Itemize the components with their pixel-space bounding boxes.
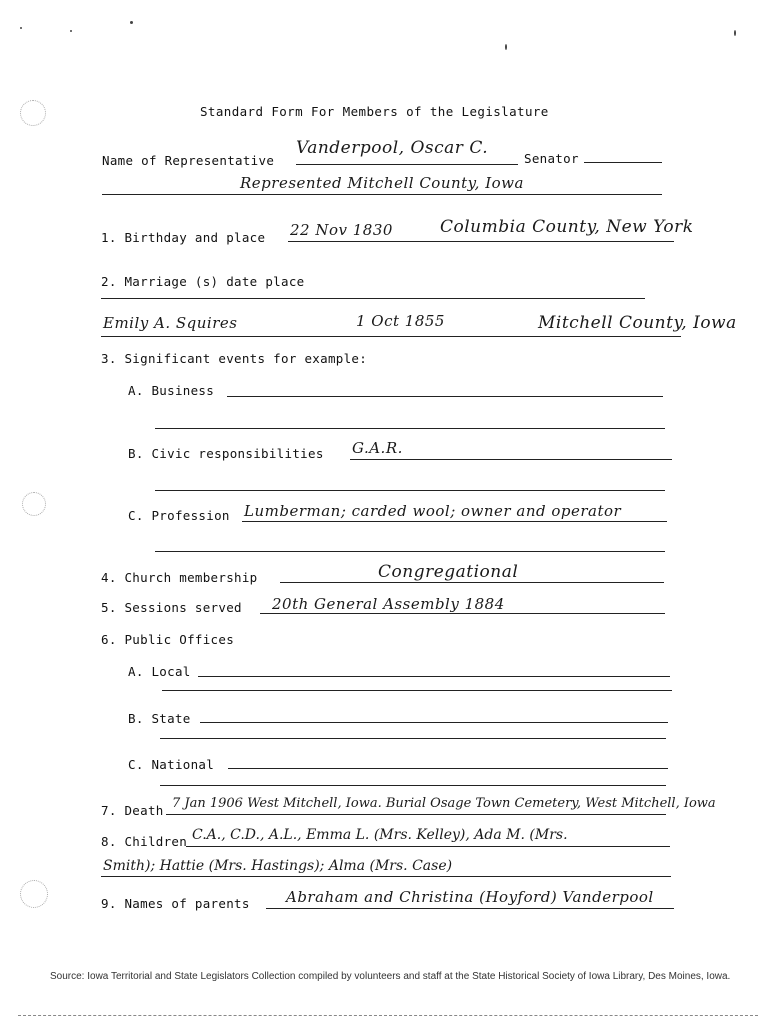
marriage-spouse-value[interactable]: Emily A. Squires bbox=[103, 314, 238, 332]
marriage-date-value[interactable]: 1 Oct 1855 bbox=[356, 312, 445, 330]
sessions-underline bbox=[260, 613, 665, 614]
profession-value[interactable]: Lumberman; carded wool; owner and operator bbox=[244, 502, 622, 520]
parents-underline bbox=[266, 908, 674, 909]
civic-label: B. Civic responsibilities bbox=[128, 446, 324, 461]
business-label: A. Business bbox=[128, 383, 215, 398]
children-underline bbox=[186, 846, 670, 847]
scan-speck bbox=[505, 44, 507, 50]
form-title: Standard Form For Members of the Legislature bbox=[200, 104, 549, 119]
death-underline bbox=[166, 814, 666, 815]
punch-hole bbox=[20, 880, 48, 908]
scan-speck bbox=[130, 21, 133, 24]
local-underline-2 bbox=[162, 690, 672, 691]
state-label: B. State bbox=[128, 711, 191, 726]
children-underline-2 bbox=[101, 876, 671, 877]
birthday-place-value[interactable]: Columbia County, New York bbox=[440, 217, 694, 237]
church-value[interactable]: Congregational bbox=[378, 562, 519, 582]
birthday-date-value[interactable]: 22 Nov 1830 bbox=[290, 221, 393, 239]
national-label: C. National bbox=[128, 757, 215, 772]
name-line2-value[interactable]: Represented Mitchell County, Iowa bbox=[240, 174, 524, 192]
events-label: 3. Significant events for example: bbox=[101, 351, 368, 366]
marriage-place-value[interactable]: Mitchell County, Iowa bbox=[538, 313, 737, 333]
death-value[interactable]: 7 Jan 1906 West Mitchell, Iowa. Burial Osage Town Cemetery, West Mitchell, Iowa bbox=[172, 796, 716, 811]
birthday-underline bbox=[288, 241, 674, 242]
death-label: 7. Death bbox=[101, 803, 164, 818]
scan-speck bbox=[70, 30, 72, 32]
profession-underline bbox=[242, 521, 667, 522]
sessions-value[interactable]: 20th General Assembly 1884 bbox=[272, 595, 505, 613]
scan-edge-line bbox=[18, 1015, 758, 1016]
scan-speck bbox=[734, 30, 736, 36]
church-label: 4. Church membership bbox=[101, 570, 258, 585]
name-label: Name of Representative bbox=[102, 153, 275, 168]
marriage-label: 2. Marriage (s) date place bbox=[101, 274, 305, 289]
national-underline bbox=[228, 768, 668, 769]
civic-underline bbox=[350, 459, 672, 460]
civic-value[interactable]: G.A.R. bbox=[352, 439, 403, 457]
children-value-line2[interactable]: Smith); Hattie (Mrs. Hastings); Alma (Mrs. Case) bbox=[103, 858, 453, 874]
children-label: 8. Children bbox=[101, 834, 188, 849]
business-underline-2 bbox=[155, 428, 665, 429]
marriage-top-line bbox=[101, 298, 645, 299]
birthday-label: 1. Birthday and place bbox=[101, 230, 266, 245]
state-underline-2 bbox=[160, 738, 666, 739]
church-underline bbox=[280, 582, 664, 583]
national-underline-2 bbox=[160, 785, 666, 786]
local-label: A. Local bbox=[128, 664, 191, 679]
parents-value[interactable]: Abraham and Christina (Hoyford) Vanderpool bbox=[286, 888, 654, 906]
senator-label: Senator bbox=[524, 151, 579, 166]
children-value-line1[interactable]: C.A., C.D., A.L., Emma L. (Mrs. Kelley), Ada M. (Mrs. bbox=[192, 827, 568, 843]
senator-underline bbox=[584, 162, 662, 163]
name-value[interactable]: Vanderpool, Oscar C. bbox=[296, 138, 489, 158]
name-line2-underline bbox=[102, 194, 662, 195]
business-underline bbox=[227, 396, 663, 397]
punch-hole bbox=[22, 492, 46, 516]
state-underline bbox=[200, 722, 668, 723]
punch-hole bbox=[20, 100, 46, 126]
offices-label: 6. Public Offices bbox=[101, 632, 235, 647]
civic-underline-2 bbox=[155, 490, 665, 491]
name-underline bbox=[296, 164, 518, 165]
sessions-label: 5. Sessions served bbox=[101, 600, 242, 615]
profession-underline-2 bbox=[155, 551, 665, 552]
parents-label: 9. Names of parents bbox=[101, 896, 250, 911]
local-underline bbox=[198, 676, 670, 677]
source-note: Source: Iowa Territorial and State Legislators Collection compiled by volunteers and staff at the State Historical Society of Iowa Library, Des Moines, Iowa. bbox=[50, 971, 731, 982]
profession-label: C. Profession bbox=[128, 508, 230, 523]
scan-speck bbox=[20, 27, 22, 29]
marriage-underline bbox=[101, 336, 681, 337]
